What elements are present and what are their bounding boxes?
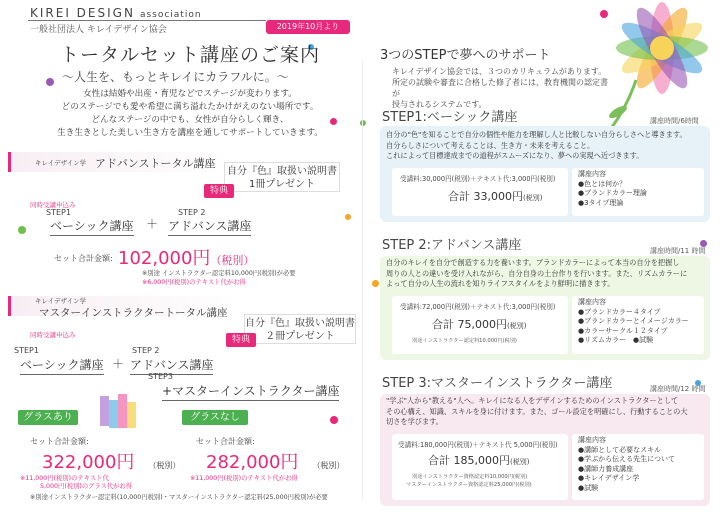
step3-fee-box: 受講料:180,000円(税別)＋テキスト代 5,000円(税別) 合計 185,000円(税別) 別途インストラクター資格認定料10,000円(税別) マスターインストラクター資格認定料25,000円(税別) bbox=[392, 434, 568, 500]
course1-note-savings: ※6,000円(税別)のテキスト代がお得 bbox=[142, 279, 246, 286]
step1-hours: 講座時間/6時間 bbox=[650, 117, 699, 125]
course2-same-day-label: 同時受講申込み bbox=[30, 331, 76, 339]
course1-tokuten-badge: 特典 bbox=[204, 184, 234, 198]
course2-note-b1: ※11,000円(税別)のテキスト代がお得 bbox=[190, 475, 298, 482]
course1-price: 102,000円（税別） bbox=[118, 248, 255, 269]
date-badge: 2019年10月より bbox=[266, 20, 350, 34]
page-title: トータルセット講座のご案内 bbox=[60, 44, 321, 66]
step3-heading: STEP 3:マスターインストラクター講座 bbox=[382, 376, 613, 391]
steps-intro: キレイデザイン協会では、３つのカリキュラムがあります。 所定の試験や審査に合格した修了者には、教育機関の認定書が 授与されるシステムです。 bbox=[392, 67, 608, 109]
course2-step2-label: STEP 2 bbox=[132, 346, 160, 355]
glass-yes-badge: グラスあり bbox=[18, 410, 78, 425]
course1-step1-label: STEP1 bbox=[46, 208, 71, 217]
header-rule bbox=[28, 20, 266, 21]
course2-note-a2: 5,000円(税別)のグラス代がお得 bbox=[40, 483, 133, 490]
course1-step2-label: STEP 2 bbox=[178, 208, 206, 217]
course2-price-with-glass: 322,000円 （税別） bbox=[42, 452, 181, 473]
course2-tokuten-badge: 特典 bbox=[226, 333, 256, 347]
brand-japanese: 一般社団法人 キレイデザイン協会 bbox=[30, 25, 167, 35]
intro-text: 女性は結婚や出産・育児などでステージが変わります。 どのステージでも愛や希望に満ち溢れたかけがえのない場所です。 どんなステージの中でも、女性が自分らしく輝き、 生き生きとした美しい生き方を講座を通してサポートしていきます。 bbox=[57, 89, 323, 138]
step3-content-box: 講座内容 ●講師として必要なスキル ●学ぶから伝える先生について ●講師力養成講座 ●キレイデザイン学 ●試験 bbox=[572, 434, 704, 500]
decor-dot bbox=[18, 226, 26, 234]
course2-step1-course: ベーシック講座 bbox=[20, 356, 104, 375]
course2-step3-label: STEP3 bbox=[148, 372, 173, 381]
course2-plus: ＋ bbox=[112, 357, 125, 371]
course1-plus: ＋ bbox=[146, 217, 159, 231]
step1-content-box: 講座内容 ●色とは何か？ ●ブランドカラー理論 ●3タイプ理論 bbox=[572, 168, 704, 216]
step1-heading: STEP1:ベーシック講座 bbox=[382, 110, 518, 125]
course1-header: キレイデザイン学 アドバンストータル講座 bbox=[8, 152, 228, 172]
course2-header: キレイデザイン学 マスターインストラクタートータル講座 bbox=[8, 296, 238, 316]
steps-title: 3つのSTEPで夢へのサポート bbox=[380, 48, 551, 63]
crystal-glass-image bbox=[98, 392, 140, 432]
decor-dot bbox=[360, 120, 366, 126]
course1-same-day-label: 同時受講申込み bbox=[30, 201, 76, 209]
step3-hours: 講座時間/12 時間 bbox=[650, 385, 706, 393]
column-divider bbox=[362, 60, 363, 500]
course1-step1-course: ベーシック講座 bbox=[50, 217, 134, 236]
course2-note-a1: ※11,000円(税別)のテキスト代 bbox=[20, 475, 109, 482]
brand-logo-text: KIREI DESIGN association bbox=[30, 6, 202, 20]
step2-heading: STEP 2:アドバンス講座 bbox=[382, 238, 522, 253]
decor-dot bbox=[330, 416, 338, 424]
course1-step2-course: アドバンス講座 bbox=[168, 217, 251, 236]
step2-content-box: 講座内容 ●ブランドカラー４タイプ ●ブランドカラーとイメージカラー ●カラーサークル１２タイプ ●リズムカラー ●試験 bbox=[572, 296, 704, 354]
course2-step1-label: STEP1 bbox=[14, 346, 39, 355]
course2-present-card: 自分『色』取扱い説明書 ２冊プレゼント bbox=[244, 314, 356, 344]
step2-box: 自分のキレイを自分で創造する力を養います。ブランドカラーによって本当の自分を把握し 周りの人との違いを受け入れながら、自分自身の土台作りを行います。また、リズムカラーに よって自分の人生の流れを知りライフスタイルをより鮮明に描きます。 受講料:72,000円(税別)＋テキスト代:3,000円(税別) 合計 75,000円(税別) 別途インストラクター認定料10,000円(税別) 講座内容 ●ブランドカラー４タイプ ●ブランドカラーとイメージカラー ●カラーサークル１２タイプ ●リズムカラー ●試験 bbox=[380, 256, 710, 360]
step3-box: "学ぶ"人から"教える"人へ。キレイになる人をデザインするためのインストラクターとして その心構え、知識、スキルを身に付けます。また、ゴール設定を明確にし、行動することの大 切さを学びます。 受講料:180,000円(税別)＋テキスト代 5,000円(税別) 合計 185,000円(税別) 別途インストラクター資格認定料10,000円(税別) マスターインストラクター資格認定料25,000円(税別) 講座内容 ●講師として必要なスキル ●学ぶから伝える先生について ●講師力養成講座 ●キレイデザイン学 ●試験 bbox=[380, 394, 710, 506]
course1-total-label: セット合計金額: bbox=[54, 254, 113, 263]
course2-price-without-glass: 282,000円 （税別） bbox=[206, 452, 345, 473]
course2-total-label-b: セット合計金額: bbox=[196, 437, 255, 446]
course2-step2-course: アドバンス講座 bbox=[130, 356, 213, 375]
page-subtitle: 〜人生を、もっとキレイにカラフルに。〜 bbox=[62, 70, 289, 84]
glass-no-badge: グラスなし bbox=[182, 410, 248, 425]
step2-hours: 講座時間/11 時間 bbox=[650, 247, 706, 255]
step1-box: 自分の"色"を知ることで自分の個性や能力を理解し人と比較しない自分らしさへと導きます。 自分らしさについて考えることは、生き方・未来を考えること。 これによって目標達成までの道程がスムーズになり、夢への実現へ近づきます。 受講料:30,000円(税別)＋テキスト代:3,000円(税別) 合計 33,000円(税別) 講座内容 ●色とは何か？ ●ブランドカラー理論 ●3タイプ理論 bbox=[380, 126, 710, 222]
course1-present-card: 自分『色』取扱い説明書 1冊プレゼント bbox=[224, 162, 340, 192]
decor-dot bbox=[345, 214, 351, 220]
step1-fee-box: 受講料:30,000円(税別)＋テキスト代:3,000円(税別) 合計 33,000円(税別) bbox=[392, 168, 568, 216]
step2-fee-box: 受講料:72,000円(税別)＋テキスト代:3,000円(税別) 合計 75,000円(税別) 別途インストラクター認定料10,000円(税別) bbox=[392, 296, 568, 354]
decor-dot bbox=[46, 78, 54, 86]
course1-note-cert: ※別途 インストラクター認定料10,000円(税別)が必要 bbox=[142, 270, 296, 277]
course2-footer-note: ※別途インストラクター認定料(10,000円税別)・マスターインストラクター認定料(25,000円税別)が必要 bbox=[30, 494, 328, 501]
course2-total-label-a: セット合計金額: bbox=[30, 437, 89, 446]
course2-step3-course: +マスターインストラクター講座 bbox=[162, 382, 339, 401]
decor-dot bbox=[372, 280, 379, 287]
